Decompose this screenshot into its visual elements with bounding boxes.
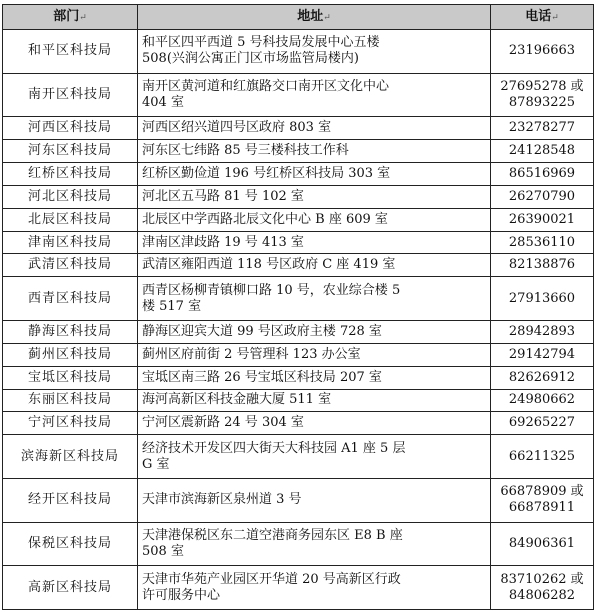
header-dept: 部门↵ <box>3 5 138 30</box>
cell-dept: 西青区科技局 <box>3 277 138 321</box>
cell-phone-line: 23196663 <box>508 43 576 59</box>
cell-address-line: 508 室 <box>142 543 184 559</box>
cell-phone <box>491 277 594 321</box>
cell-phone-line: 28536110 <box>508 234 576 250</box>
cell-address-line: 红桥区勤俭道 196 号红桥区科技局 303 室 <box>142 165 391 181</box>
cell-dept: 河东区科技局 <box>3 140 138 163</box>
cell-phone <box>491 185 594 208</box>
cell-address <box>138 522 491 566</box>
cell-phone <box>491 566 594 610</box>
table-row <box>3 185 594 208</box>
cell-dept: 南开区科技局 <box>3 73 138 117</box>
cell-phone-line: 86516969 <box>508 165 576 181</box>
cell-phone-line: 82138876 <box>508 257 576 273</box>
cell-address-line: 404 室 <box>142 94 184 110</box>
cell-dept: 东丽区科技局 <box>3 389 138 412</box>
cell-dept: 武清区科技局 <box>3 254 138 277</box>
cell-dept: 蓟州区科技局 <box>3 343 138 366</box>
cell-phone <box>491 73 594 117</box>
table-row <box>3 30 594 74</box>
cell-address-line: 蓟州区府前街 2 号管理科 123 办公室 <box>142 346 361 362</box>
table-row <box>3 73 594 117</box>
cell-address <box>138 435 491 479</box>
cell-address-line: 宝坻区南三路 26 号宝坻区科技局 207 室 <box>142 369 382 385</box>
cell-address-line: 武清区雍阳西道 118 号区政府 C 座 419 室 <box>142 257 396 273</box>
table-row <box>3 163 594 186</box>
cell-dept: 津南区科技局 <box>3 231 138 254</box>
cell-address-line: 西青区杨柳青镇柳口路 10 号，农业综合楼 5 <box>142 282 401 298</box>
cell-dept: 静海区科技局 <box>3 320 138 343</box>
cell-phone <box>491 522 594 566</box>
table-row <box>3 435 594 479</box>
cell-phone <box>491 208 594 231</box>
cell-address-line: G 室 <box>142 456 170 472</box>
table-row <box>3 478 594 522</box>
cell-phone-line: 24128548 <box>508 143 576 159</box>
table-row <box>3 277 594 321</box>
cell-address <box>138 478 491 522</box>
cell-phone-line: 27695278 或 <box>500 78 584 94</box>
cell-phone <box>491 140 594 163</box>
cell-phone-line: 27913660 <box>508 290 576 306</box>
header-address: 地址↵ <box>138 5 491 30</box>
cell-phone <box>491 435 594 479</box>
table-row <box>3 140 594 163</box>
cell-address-line: 河北区五马路 81 号 102 室 <box>142 188 304 204</box>
cell-phone-line: 84806282 <box>508 587 576 603</box>
cell-phone <box>491 478 594 522</box>
cell-phone-line: 69265227 <box>508 415 576 431</box>
cell-address-line: 508(兴润公寓正门区市场监管局楼内) <box>142 51 359 67</box>
cell-dept: 经开区科技局 <box>3 478 138 522</box>
cell-phone <box>491 30 594 74</box>
cell-address-line: 和平区四平西道 5 号科技局发展中心五楼 <box>142 35 380 51</box>
cell-address <box>138 366 491 389</box>
cell-address <box>138 320 491 343</box>
cell-phone-line: 66878911 <box>508 500 576 516</box>
cell-address <box>138 185 491 208</box>
cell-dept: 滨海新区科技局 <box>3 435 138 479</box>
table-row <box>3 366 594 389</box>
header-row <box>3 5 594 30</box>
cell-address <box>138 389 491 412</box>
cell-phone-line: 66211325 <box>508 448 576 464</box>
table-row <box>3 522 594 566</box>
cell-dept: 北辰区科技局 <box>3 208 138 231</box>
cell-phone <box>491 343 594 366</box>
cell-dept: 红桥区科技局 <box>3 163 138 186</box>
cell-phone <box>491 254 594 277</box>
cell-phone-line: 66878909 或 <box>500 484 584 500</box>
cell-phone-line: 29142794 <box>508 346 576 362</box>
table-row <box>3 117 594 140</box>
table-row <box>3 343 594 366</box>
cell-address-line: 楼 517 室 <box>142 298 202 314</box>
cell-address-line: 南开区黄河道和红旗路交口南开区文化中心 <box>142 78 390 94</box>
contact-table <box>2 4 594 610</box>
table-row <box>3 254 594 277</box>
cell-phone <box>491 412 594 435</box>
cell-address-line: 静海区迎宾大道 99 号区政府主楼 728 室 <box>142 323 382 339</box>
cell-address <box>138 412 491 435</box>
cell-phone-line: 87893225 <box>508 94 576 110</box>
cell-address <box>138 566 491 610</box>
cell-address <box>138 277 491 321</box>
cell-address-line: 宁河区震新路 24 号 304 室 <box>142 415 304 431</box>
cell-address-line: 河东区七纬路 85 号三楼科技工作科 <box>142 143 349 159</box>
cell-address <box>138 231 491 254</box>
cell-address <box>138 254 491 277</box>
cell-address <box>138 140 491 163</box>
cell-address <box>138 208 491 231</box>
cell-address-line: 海河高新区科技金融大厦 511 室 <box>142 392 332 408</box>
table-row <box>3 208 594 231</box>
cell-address-line: 许可服务中心 <box>142 587 221 603</box>
cell-phone <box>491 389 594 412</box>
cell-dept: 河西区科技局 <box>3 117 138 140</box>
cell-phone <box>491 366 594 389</box>
cell-dept: 河北区科技局 <box>3 185 138 208</box>
cell-address-line: 天津市华苑产业园区开华道 20 号高新区行政 <box>142 571 401 587</box>
cell-phone <box>491 320 594 343</box>
cell-phone-line: 82626912 <box>508 369 576 385</box>
cell-address <box>138 163 491 186</box>
cell-address-line: 天津市滨海新区泉州道 3 号 <box>142 492 302 508</box>
cell-address <box>138 343 491 366</box>
table-row <box>3 231 594 254</box>
cell-phone <box>491 163 594 186</box>
cell-phone-line: 84906361 <box>508 535 576 551</box>
cell-dept: 宁河区科技局 <box>3 412 138 435</box>
cell-address-line: 经济技术开发区四大街天大科技园 A1 座 5 层 <box>142 440 406 456</box>
cell-dept: 高新区科技局 <box>3 566 138 610</box>
cell-address <box>138 117 491 140</box>
table-row <box>3 412 594 435</box>
cell-dept: 宝坻区科技局 <box>3 366 138 389</box>
cell-phone <box>491 117 594 140</box>
cell-dept: 保税区科技局 <box>3 522 138 566</box>
table-row <box>3 389 594 412</box>
cell-address-line: 津南区津歧路 19 号 413 室 <box>142 234 304 250</box>
cell-address-line: 河西区绍兴道四号区政府 803 室 <box>142 120 332 136</box>
header-phone: 电话↵ <box>491 5 594 30</box>
cell-dept: 和平区科技局 <box>3 30 138 74</box>
table-body <box>3 30 594 610</box>
table-row <box>3 320 594 343</box>
cell-phone-line: 23278277 <box>508 120 576 136</box>
cell-address <box>138 30 491 74</box>
table-row <box>3 566 594 610</box>
cell-phone-line: 83710262 或 <box>500 571 584 587</box>
cell-phone-line: 28942893 <box>508 323 576 339</box>
cell-address-line: 北辰区中学西路北辰文化中心 B 座 609 室 <box>142 211 388 227</box>
cell-phone-line: 26390021 <box>508 211 576 227</box>
cell-address <box>138 73 491 117</box>
cell-phone <box>491 231 594 254</box>
cell-phone-line: 24980662 <box>508 392 576 408</box>
cell-address-line: 天津港保税区东二道空港商务园东区 E8 B 座 <box>142 527 403 543</box>
cell-phone-line: 26270790 <box>508 188 576 204</box>
